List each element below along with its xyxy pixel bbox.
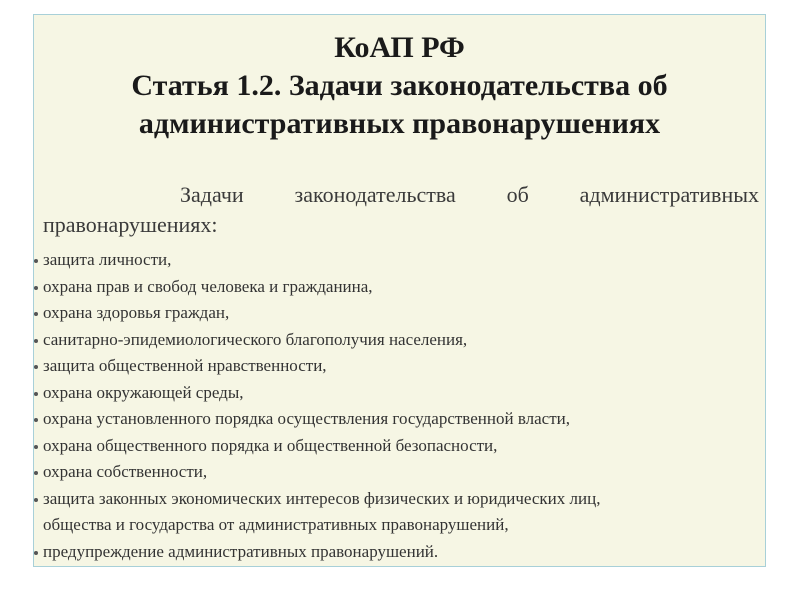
intro-word: административных bbox=[579, 182, 759, 207]
list-item-text: санитарно-эпидемиологического благополучия населения, bbox=[43, 329, 468, 349]
bullet-icon bbox=[34, 339, 38, 343]
heading-article-line2: административных правонарушениях bbox=[138, 107, 661, 140]
heading-code: КоАП РФ bbox=[334, 31, 465, 64]
list-item bbox=[34, 406, 767, 433]
list-item bbox=[34, 353, 767, 380]
bullet-icon bbox=[34, 312, 38, 316]
bullet-icon bbox=[34, 445, 38, 449]
list-item bbox=[34, 247, 767, 274]
list-item bbox=[34, 459, 767, 486]
bullet-icon bbox=[34, 259, 38, 263]
list-item-text: защита общественной нравственности, bbox=[43, 356, 327, 375]
bullet-icon bbox=[34, 498, 38, 502]
list-item-text: охрана окружающей среды, bbox=[43, 382, 244, 402]
intro-word: законодательства bbox=[294, 182, 456, 207]
list-item-text: охрана здоровья граждан, bbox=[43, 303, 230, 322]
intro-word: об bbox=[506, 182, 529, 207]
bullet-icon bbox=[34, 551, 38, 555]
list-item bbox=[34, 433, 767, 460]
bullet-icon bbox=[34, 392, 38, 396]
list-item-text: охрана установленного порядка осуществления государственной власти, bbox=[43, 409, 570, 428]
list-item bbox=[34, 327, 767, 354]
list-item-text: защита личности, bbox=[43, 250, 172, 269]
bullet-icon bbox=[34, 471, 38, 475]
list-item bbox=[34, 486, 767, 539]
list-item-text: охрана собственности, bbox=[43, 462, 208, 481]
list-item-continuation: общества и государства от административных правонарушений, bbox=[43, 515, 509, 534]
intro-paragraph bbox=[43, 180, 763, 240]
list-item bbox=[34, 380, 767, 407]
intro-line2: правонарушениях: bbox=[43, 212, 218, 237]
list-item-text: охрана общественного порядка и общественной безопасности, bbox=[43, 435, 498, 455]
slide-heading bbox=[34, 29, 765, 143]
bullet-icon bbox=[34, 418, 38, 422]
intro-word: Задачи bbox=[180, 182, 244, 207]
heading-article-line1: Статья 1.2. Задачи законодательства об bbox=[131, 69, 668, 102]
list-item-text: предупреждение административных правонарушений. bbox=[43, 541, 439, 561]
list-item-text: охрана прав и свобод человека и гражданина, bbox=[43, 276, 373, 296]
tasks-list bbox=[34, 247, 767, 565]
list-item-text: защита законных экономических интересов физических и юридических лиц, bbox=[43, 488, 601, 508]
list-item bbox=[34, 274, 767, 301]
slide-panel bbox=[33, 14, 766, 567]
intro-line1 bbox=[43, 180, 763, 210]
list-item bbox=[34, 539, 767, 566]
list-item bbox=[34, 300, 767, 327]
bullet-icon bbox=[34, 286, 38, 290]
bullet-icon bbox=[34, 365, 38, 369]
